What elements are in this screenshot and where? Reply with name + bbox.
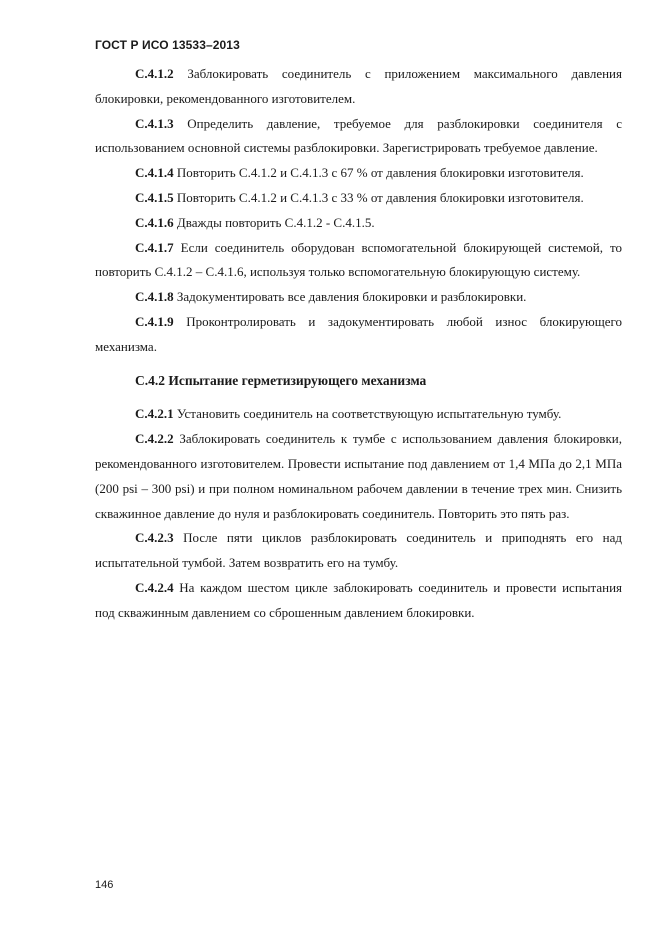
clause-number: C.4.2.1 — [135, 406, 174, 422]
clause-text: После пяти циклов разблокировать соединитель и приподнять его над испытательной тумбой. Затем возвратить его на тумбу. — [95, 530, 623, 571]
clause-number: C.4.2.4 — [135, 579, 174, 595]
clause-number: C.4.2.3 — [135, 530, 174, 546]
clause-number: C.4.1.8 — [135, 289, 174, 305]
clause-c-4-2-2 — [95, 427, 622, 526]
clause-number: C.4.1.4 — [135, 165, 174, 181]
clause-c-4-1-2 — [95, 62, 622, 112]
clause-c-4-1-3 — [95, 112, 622, 162]
clause-text: Если соединитель оборудован вспомогательной блокирующей системой, то повторить С.4.1.2 – С.4.1.6, используя только вспомогательную блокирующую систему. — [95, 239, 622, 280]
clause-text: На каждом шестом цикле заблокировать соединитель и провести испытания под скважинным давлением со сброшенным давлением блокировки. — [95, 579, 623, 620]
clause-c-4-1-7 — [95, 236, 622, 286]
clause-number: C.4.1.2 — [135, 66, 174, 81]
section-heading: С.4.2 Испытание герметизирующего механизма — [135, 372, 427, 388]
clause-text: Повторить С.4.1.2 и С.4.1.3 с 67 % от давления блокировки изготовителя. — [176, 165, 584, 181]
clause-c-4-1-4 — [95, 161, 622, 186]
clause-text: Определить давление, требуемое для разблокировки соединителя с использованием основной системы разблокировки. Зарегистрировать требуемое давление. — [95, 115, 623, 156]
clause-text: Установить соединитель на соответствующую испытательную тумбу. — [176, 406, 562, 422]
document-header: ГОСТ Р ИСО 13533–2013 — [95, 38, 240, 52]
clause-text: Повторить С.4.1.2 и С.4.1.3 с 33 % от давления блокировки изготовителя. — [176, 189, 584, 205]
clause-c-4-1-9 — [95, 310, 622, 360]
clause-c-4-1-8 — [95, 285, 622, 310]
clause-c-4-2-1 — [95, 402, 622, 427]
clause-text: Заблокировать соединитель к тумбе с использованием давления блокировки, рекомендованного изготовителем. Провести испытание под давлением от 1,4 МПа до 2,1 МПа (200 psi – 300 psi) и при полном номинальном рабочем давлении в течение трех мин. Снизить скважинное давление до нуля и разблокировать соединитель. Повторить это пять раз. — [95, 431, 623, 521]
clause-number: C.4.1.6 — [135, 214, 174, 230]
clause-number: C.4.1.5 — [135, 189, 174, 205]
clause-number: C.4.2.2 — [135, 431, 174, 447]
clause-c-4-2-4 — [95, 576, 622, 626]
clause-c-4-2-3 — [95, 526, 622, 576]
clause-text: Задокументировать все давления блокировки и разблокировки. — [176, 289, 527, 305]
page-number: 146 — [95, 879, 114, 891]
clause-number: C.4.1.7 — [135, 239, 174, 255]
clause-c-4-1-5 — [95, 186, 622, 211]
document-body — [95, 62, 622, 626]
clause-text: Проконтролировать и задокументировать любой износ блокирующего механизма. — [95, 313, 623, 354]
clause-text: Заблокировать соединитель с приложением максимального давления блокировки, рекомендованного изготовителем. — [95, 66, 622, 106]
clause-number: C.4.1.9 — [135, 313, 174, 329]
clause-text: Дважды повторить С.4.1.2 - С.4.1.5. — [176, 214, 375, 230]
clause-number: C.4.1.3 — [135, 115, 174, 131]
clause-c-4-1-6 — [95, 211, 622, 236]
